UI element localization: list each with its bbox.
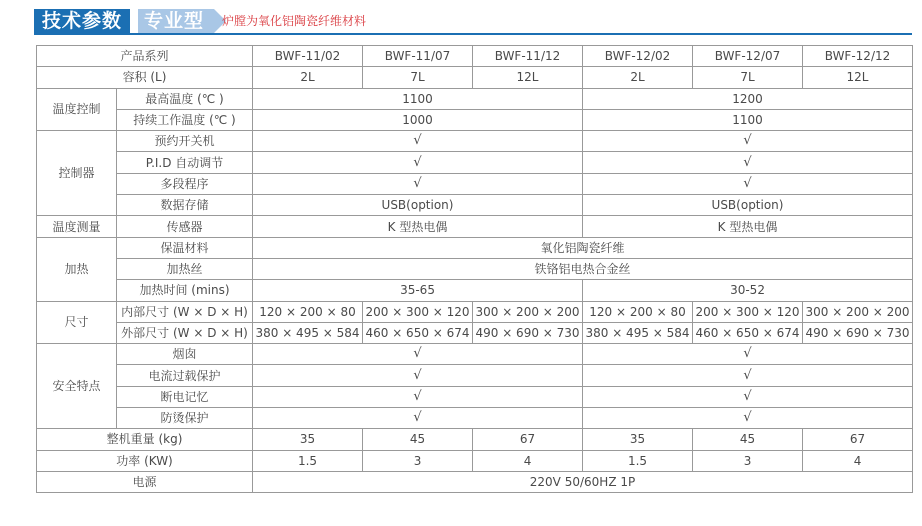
check-mark: √ (253, 408, 583, 429)
check-mark: √ (583, 365, 913, 386)
label-max-temp: 最高温度 (℃ ) (117, 88, 253, 109)
label-overcurrent: 电流过载保护 (117, 365, 253, 386)
header (0, 0, 922, 40)
subtitle: 炉膛为氧化铝陶瓷纤维材料 (222, 14, 367, 28)
weight-cell: 35 (253, 429, 363, 450)
row-heating-time (37, 280, 913, 301)
weight-cell: 35 (583, 429, 693, 450)
title-sub: 专业型 (138, 9, 214, 33)
outer-size-cell: 460 × 650 × 674 (693, 322, 803, 343)
group-controller: 控制器 (37, 131, 117, 216)
row-overcurrent (37, 365, 913, 386)
weight-cell: 45 (693, 429, 803, 450)
power-cell: 4 (803, 450, 913, 471)
sensor-value: K 型热电偶 (253, 216, 583, 237)
insulation-value: 氧化铝陶瓷纤维 (253, 237, 913, 258)
power-cell: 1.5 (253, 450, 363, 471)
spec-table (36, 45, 913, 493)
check-mark: √ (253, 365, 583, 386)
check-mark: √ (583, 386, 913, 407)
check-mark: √ (583, 344, 913, 365)
check-mark: √ (253, 131, 583, 152)
label-insulation: 保温材料 (117, 237, 253, 258)
weight-cell: 67 (473, 429, 583, 450)
check-mark: √ (253, 344, 583, 365)
max-temp-11: 1100 (253, 88, 583, 109)
title-main: 技术参数 (34, 9, 130, 33)
row-multi-program (37, 173, 913, 194)
model-cell: BWF-12/12 (803, 46, 913, 67)
outer-size-cell: 490 × 690 × 730 (803, 322, 913, 343)
power-cell: 1.5 (583, 450, 693, 471)
model-cell: BWF-12/02 (583, 46, 693, 67)
max-temp-12: 1200 (583, 88, 913, 109)
power-cell: 3 (693, 450, 803, 471)
label-multi-program: 多段程序 (117, 173, 253, 194)
label-timer: 预约开关机 (117, 131, 253, 152)
label-anti-scald: 防烫保护 (117, 408, 253, 429)
row-power-memory (37, 386, 913, 407)
label-outer-size: 外部尺寸 (W × D × H) (117, 322, 253, 343)
row-max-temp (37, 88, 913, 109)
model-cell: BWF-11/02 (253, 46, 363, 67)
check-mark: √ (583, 408, 913, 429)
row-heating-wire (37, 258, 913, 279)
label-power: 功率 (KW) (37, 450, 253, 471)
label-pid: P.I.D 自动调节 (117, 152, 253, 173)
row-anti-scald (37, 408, 913, 429)
group-size: 尺寸 (37, 301, 117, 344)
row-supply (37, 471, 913, 492)
inner-size-cell: 300 × 200 × 200 (473, 301, 583, 322)
cont-temp-12: 1100 (583, 109, 913, 130)
inner-size-cell: 120 × 200 × 80 (583, 301, 693, 322)
group-safety: 安全特点 (37, 344, 117, 429)
model-cell: BWF-11/07 (363, 46, 473, 67)
label-storage: 数据存储 (117, 195, 253, 216)
storage-value: USB(option) (253, 195, 583, 216)
group-temp-control: 温度控制 (37, 88, 117, 131)
row-insulation (37, 237, 913, 258)
outer-size-cell: 460 × 650 × 674 (363, 322, 473, 343)
heating-time-11: 35-65 (253, 280, 583, 301)
inner-size-cell: 120 × 200 × 80 (253, 301, 363, 322)
weight-cell: 67 (803, 429, 913, 450)
label-chimney: 烟囱 (117, 344, 253, 365)
outer-size-cell: 490 × 690 × 730 (473, 322, 583, 343)
volume-cell: 7L (363, 67, 473, 88)
check-mark: √ (583, 131, 913, 152)
volume-cell: 7L (693, 67, 803, 88)
check-mark: √ (253, 152, 583, 173)
volume-cell: 12L (473, 67, 583, 88)
row-power (37, 450, 913, 471)
row-product-series (37, 46, 913, 67)
label-heating-wire: 加热丝 (117, 258, 253, 279)
inner-size-cell: 200 × 300 × 120 (693, 301, 803, 322)
row-storage (37, 195, 913, 216)
heating-wire-value: 铁铬铝电热合金丝 (253, 258, 913, 279)
check-mark: √ (583, 173, 913, 194)
check-mark: √ (253, 386, 583, 407)
row-timer (37, 131, 913, 152)
power-cell: 3 (363, 450, 473, 471)
label-power-memory: 断电记忆 (117, 386, 253, 407)
label-sensor: 传感器 (117, 216, 253, 237)
row-inner-size (37, 301, 913, 322)
row-cont-temp (37, 109, 913, 130)
row-outer-size (37, 322, 913, 343)
volume-cell: 12L (803, 67, 913, 88)
label-inner-size: 内部尺寸 (W × D × H) (117, 301, 253, 322)
inner-size-cell: 300 × 200 × 200 (803, 301, 913, 322)
inner-size-cell: 200 × 300 × 120 (363, 301, 473, 322)
model-cell: BWF-11/12 (473, 46, 583, 67)
label-supply: 电源 (37, 471, 253, 492)
model-cell: BWF-12/07 (693, 46, 803, 67)
group-temp-measure: 温度测量 (37, 216, 117, 237)
sensor-value: K 型热电偶 (583, 216, 913, 237)
outer-size-cell: 380 × 495 × 584 (583, 322, 693, 343)
group-heating: 加热 (37, 237, 117, 301)
check-mark: √ (583, 152, 913, 173)
cont-temp-11: 1000 (253, 109, 583, 130)
storage-value: USB(option) (583, 195, 913, 216)
label-volume: 容积 (L) (37, 67, 253, 88)
volume-cell: 2L (583, 67, 693, 88)
header-divider (34, 33, 912, 35)
check-mark: √ (253, 173, 583, 194)
row-pid (37, 152, 913, 173)
weight-cell: 45 (363, 429, 473, 450)
label-weight: 整机重量 (kg) (37, 429, 253, 450)
outer-size-cell: 380 × 495 × 584 (253, 322, 363, 343)
supply-value: 220V 50/60HZ 1P (253, 471, 913, 492)
heating-time-12: 30-52 (583, 280, 913, 301)
label-cont-temp: 持续工作温度 (℃ ) (117, 109, 253, 130)
row-volume (37, 67, 913, 88)
row-sensor (37, 216, 913, 237)
power-cell: 4 (473, 450, 583, 471)
row-chimney (37, 344, 913, 365)
volume-cell: 2L (253, 67, 363, 88)
label-product-series: 产品系列 (37, 46, 253, 67)
label-heating-time: 加热时间 (mins) (117, 280, 253, 301)
row-weight (37, 429, 913, 450)
